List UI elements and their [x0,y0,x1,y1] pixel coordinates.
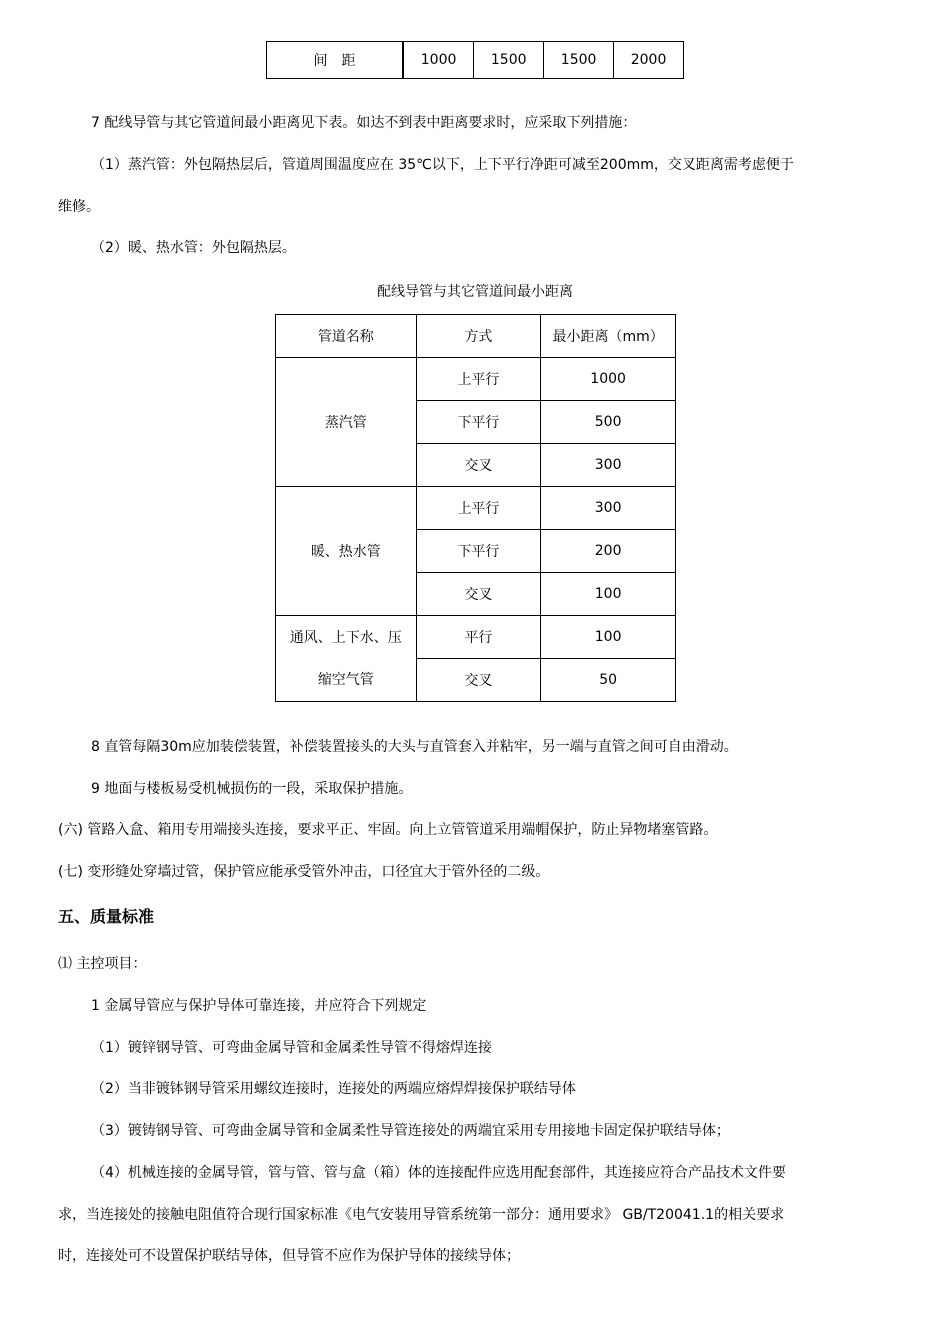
distance-cell: 50 [541,659,676,702]
paragraph-six: (六) 管路入盒、箱用专用端接头连接，要求平正、牢固。向上立管管道采用端帽保护，防止异物堵塞管路。 [58,822,718,838]
item-1-4-cont: 时，连接处可不设置保护联结导体，但导管不应作为保护导体的接续导体； [58,1248,520,1264]
table-cell: 2000 [614,42,684,79]
header-cell: 方式 [416,315,541,358]
distance-cell: 1000 [541,358,676,401]
paragraph-8: 8 直管每隔30m应加装偿装置，补偿装置接头的大头与直管套入并粘牢，另一端与直管之间可自由滑动。 [91,739,738,755]
item-1: 1 金属导管应与保护导体可靠连接，并应符合下列规定 [91,998,427,1014]
paragraph-7: 7 配线导管与其它管道间最小距离见下表。如达不到表中距离要求时，应采取下列措施： [91,115,637,131]
table-caption: 配线导管与其它管道间最小距离 [377,284,573,300]
distance-cell: 100 [541,616,676,659]
item-1-4: （4）机械连接的金属导管，管与管、管与盒（箱）体的连接配件应选用配套部件，其连接应符合产品技术文件要 [91,1165,786,1181]
paragraph-7-1-cont: 维修。 [58,199,100,215]
distance-cell: 200 [541,530,676,573]
paragraph-7-1: （1）蒸汽管：外包隔热层后，管道周围温度应在 35℃以下，上下平行净距可减至200mm，交叉距离需考虑便于 [91,157,794,173]
table-row [267,42,684,79]
table-row [276,487,676,530]
distance-cell: 300 [541,444,676,487]
item-1-1: （1）镀锌钢导管、可弯曲金属导管和金属柔性导管不得熔焊连接 [91,1040,492,1056]
pipe-name-line: 通风、上下水、压 [289,629,402,646]
table-cell: 1000 [403,42,474,79]
method-cell: 下平行 [416,401,541,444]
distance-cell: 300 [541,487,676,530]
method-cell: 交叉 [416,444,541,487]
item-1-4-cont: 求，当连接处的接触电阻值符合现行国家标准《电气安装用导管系统第一部分：通用要求》 GB/T20041.1的相关要求 [58,1207,785,1223]
spacing-label-cell: 间距 [267,42,403,79]
pipe-name-cell: 蒸汽管 [276,358,417,487]
method-cell: 交叉 [416,573,541,616]
item-1-3: （3）镀铸钢导管、可弯曲金属导管和金属柔性导管连接处的两端宜采用专用接地卡固定保护联结导体； [91,1123,730,1139]
method-cell: 平行 [416,616,541,659]
table-header-row [276,315,676,358]
pipe-name-cell [276,616,417,702]
method-cell: 上平行 [416,487,541,530]
distance-table [275,314,676,702]
paragraph-9: 9 地面与楼板易受机械损伤的一段，采取保护措施。 [91,781,413,797]
header-cell: 管道名称 [276,315,417,358]
paragraph-7-2: （2）暖、热水管：外包隔热层。 [91,240,296,256]
section-heading: 五、质量标准 [58,907,155,926]
method-cell: 上平行 [416,358,541,401]
pipe-name-line: 缩空气管 [317,671,374,688]
header-cell: 最小距离（mm） [541,315,676,358]
distance-cell: 500 [541,401,676,444]
paragraph-seven: (七) 变形缝处穿墙过管，保护管应能承受管外冲击，口径宜大于管外径的二级。 [58,864,550,880]
table-cell: 1500 [544,42,614,79]
main-items-label: ⑴ 主控项目： [58,956,147,972]
pipe-name-cell: 暖、热水管 [276,487,417,616]
table-row [276,616,676,659]
table-row [276,358,676,401]
method-cell: 交叉 [416,659,541,702]
item-1-2: （2）当非镀钵钢导管采用螺纹连接时，连接处的两端应熔焊焊接保护联结导体 [91,1081,576,1097]
spacing-table [266,41,684,79]
distance-cell: 100 [541,573,676,616]
table-cell: 1500 [474,42,544,79]
method-cell: 下平行 [416,530,541,573]
